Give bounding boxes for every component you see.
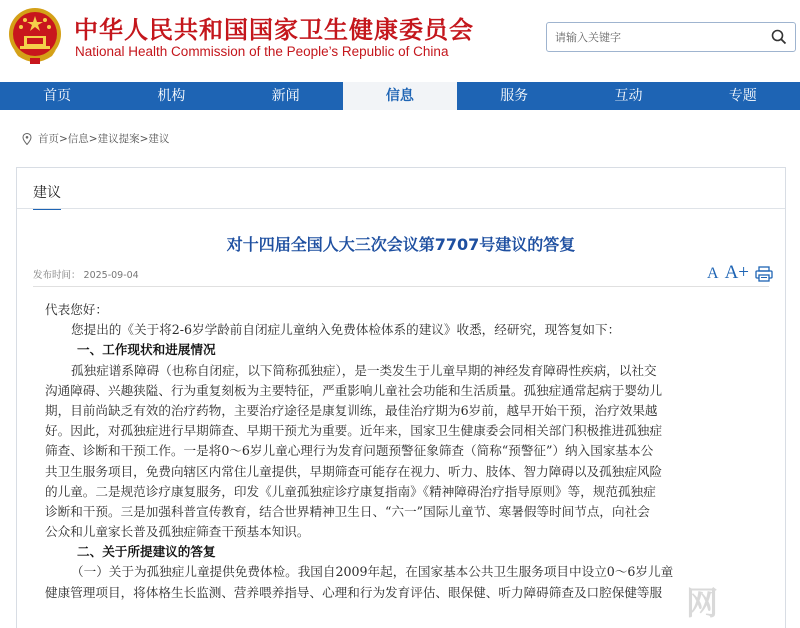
article-card: [16, 167, 786, 628]
search-box: [546, 22, 796, 52]
paragraph-line: 诊断和干预。三是加强科普宣传教育，结合世界精神卫生日、“六一”国际儿童节、寒暑假等时间节点，向社会: [45, 503, 650, 519]
section-heading: 一、工作现状和进展情况: [77, 342, 216, 358]
font-size-increase-button[interactable]: A+: [724, 262, 749, 283]
paragraph-line: 筛查、诊断和干预工作。一是将0～6岁儿童心理行为发育问题预警征象筛查（简称“预警征”）纳入国家基本公: [45, 443, 654, 459]
breadcrumb-path[interactable]: 首页>信息>建议提案>建议: [38, 133, 170, 145]
section-tab[interactable]: 建议: [33, 182, 61, 210]
site-title-cn: 中华人民共和国国家卫生健康委员会: [74, 16, 474, 44]
paragraph-line: 期，目前尚缺乏有效的治疗药物，主要治疗途径是康复训练，最佳治疗期为6岁前，越早开始干预，治疗效果越: [45, 402, 658, 418]
breadcrumb: [22, 131, 169, 146]
article-title: 对十四届全国人大三次会议第7707号建议的答复: [226, 235, 576, 254]
search-input[interactable]: [555, 28, 755, 46]
article-tools: [707, 263, 773, 282]
watermark: 网: [686, 584, 721, 622]
paragraph-line: 健康管理项目，将体格生长监测、营养喂养指导、心理和行为发育评估、眼保健、听力障碍筛查及口腔保健等服: [45, 584, 663, 600]
site-title-en: National Health Commission of the People’s Republic of China: [75, 44, 449, 59]
search-button[interactable]: [767, 26, 791, 48]
font-size-normal-button[interactable]: A: [707, 265, 719, 282]
nav-item-organizations[interactable]: 机构: [157, 88, 186, 104]
nav-item-topics[interactable]: 专题: [728, 88, 757, 104]
paragraph-line: 好。因此，对孤独症进行早期筛查、早期干预尤为重要。近年来，国家卫生健康委会同相关部门积极推进孤独症: [45, 423, 663, 439]
paragraph-line: 公众和儿童家长普及孤独症筛查干预基本知识。: [45, 524, 310, 540]
nav-item-information[interactable]: 信息: [343, 82, 457, 110]
nav-item-news[interactable]: 新闻: [271, 88, 300, 104]
print-icon[interactable]: [755, 266, 773, 282]
paragraph-line: 孤独症谱系障碍（也称自闭症，以下简称孤独症），是一类发生于儿童早期的神经发育障碍性疾病，以社交: [71, 362, 657, 378]
nav-item-home[interactable]: 首页: [43, 88, 72, 104]
paragraph-line: 沟通障碍、兴趣狭隘、行为重复刻板为主要特征，严重影响儿童社会功能和生活质量。孤独症通常起病于婴幼儿: [45, 382, 663, 398]
intro-paragraph: 您提出的《关于将2-6岁学龄前自闭症儿童纳入免费体检体系的建议》收悉，经研究，现答复如下：: [71, 322, 621, 338]
publish-date: 发布时间： 2025-09-04: [33, 270, 139, 281]
paragraph-line: 共卫生服务项目，免费向辖区内常住儿童提供，早期筛查可能存在视力、听力、肢体、智力障碍以及孤独症风险: [45, 463, 663, 479]
paragraph-line: （一）关于为孤独症儿童提供免费体检。我国自2009年起，在国家基本公共卫生服务项目中设立0～6岁儿童: [71, 564, 674, 580]
paragraph-line: 的儿童。二是规范诊疗康复服务，印发《儿童孤独症诊疗康复指南》《精神障碍治疗指导原则》等，规范孤独症: [45, 483, 656, 499]
main-nav: [0, 82, 800, 110]
section-heading: 二、关于所提建议的答复: [77, 544, 216, 560]
nav-item-interaction[interactable]: 互动: [614, 88, 643, 104]
nav-item-services[interactable]: 服务: [500, 88, 529, 104]
greeting: 代表您好：: [45, 302, 108, 317]
divider: [33, 286, 769, 287]
location-pin-icon: [22, 133, 32, 145]
site-header: [0, 0, 800, 82]
search-icon: [771, 29, 787, 45]
divider: [17, 208, 785, 209]
article-body: [45, 300, 765, 603]
national-emblem-icon[interactable]: [6, 6, 64, 68]
